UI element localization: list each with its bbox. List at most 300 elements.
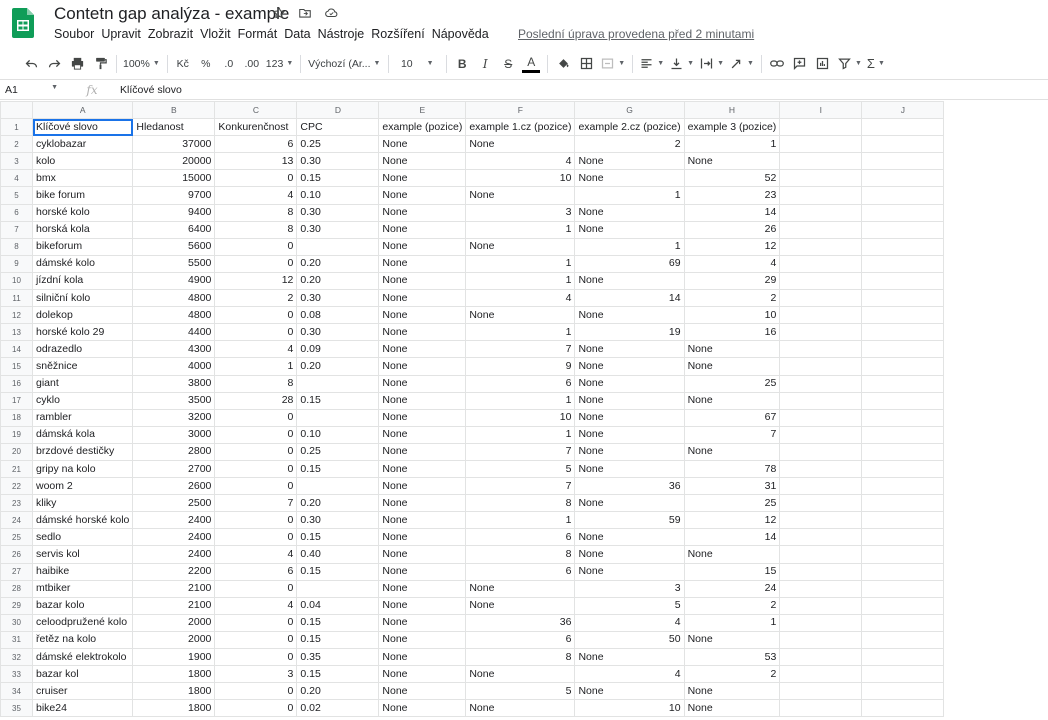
cell-f16[interactable]: 6	[466, 375, 575, 392]
cell-j22[interactable]	[862, 478, 944, 495]
cell-j9[interactable]	[862, 255, 944, 272]
cell-i22[interactable]	[780, 478, 862, 495]
cell-f8[interactable]: None	[466, 238, 575, 255]
cell-i1[interactable]	[780, 119, 862, 136]
cell-j6[interactable]	[862, 204, 944, 221]
cell-i13[interactable]	[780, 324, 862, 341]
strikethrough-button[interactable]: S	[504, 56, 513, 71]
cell-f7[interactable]: 1	[466, 221, 575, 238]
cell-b17[interactable]: 3500	[133, 392, 215, 409]
cell-f12[interactable]: None	[466, 307, 575, 324]
cell-e23[interactable]: None	[379, 495, 466, 512]
row-header[interactable]: 8	[1, 238, 33, 255]
cell-d18[interactable]	[297, 409, 379, 426]
cell-j19[interactable]	[862, 426, 944, 443]
cell-c19[interactable]: 0	[215, 426, 297, 443]
cell-i8[interactable]	[780, 238, 862, 255]
cell-h34[interactable]: None	[684, 683, 780, 700]
cell-d14[interactable]: 0.09	[297, 341, 379, 358]
cell-g7[interactable]: None	[575, 221, 684, 238]
cell-c33[interactable]: 3	[215, 666, 297, 683]
cell-j32[interactable]	[862, 649, 944, 666]
cell-d29[interactable]: 0.04	[297, 597, 379, 614]
cell-g9[interactable]: 69	[575, 255, 684, 272]
cell-j26[interactable]	[862, 546, 944, 563]
cell-d11[interactable]: 0.30	[297, 290, 379, 307]
cell-d16[interactable]	[297, 375, 379, 392]
cell-b35[interactable]: 1800	[133, 700, 215, 717]
row-header[interactable]: 28	[1, 580, 33, 597]
cell-h12[interactable]: 10	[684, 307, 780, 324]
cell-e16[interactable]: None	[379, 375, 466, 392]
cell-i9[interactable]	[780, 255, 862, 272]
cell-a25[interactable]: sedlo	[33, 529, 133, 546]
cell-j16[interactable]	[862, 375, 944, 392]
cell-b29[interactable]: 2100	[133, 597, 215, 614]
cell-g13[interactable]: 19	[575, 324, 684, 341]
cell-e21[interactable]: None	[379, 460, 466, 477]
cell-e34[interactable]: None	[379, 683, 466, 700]
cell-c21[interactable]: 0	[215, 460, 297, 477]
cell-g32[interactable]: None	[575, 649, 684, 666]
merge-cells-icon[interactable]	[600, 52, 625, 76]
cell-d31[interactable]: 0.15	[297, 631, 379, 648]
row-header[interactable]: 10	[1, 272, 33, 289]
cell-b22[interactable]: 2600	[133, 478, 215, 495]
cell-h6[interactable]: 14	[684, 204, 780, 221]
redo-icon[interactable]	[45, 52, 63, 76]
insert-chart-icon[interactable]	[814, 52, 832, 76]
cell-a6[interactable]: horské kolo	[33, 204, 133, 221]
cell-g21[interactable]: None	[575, 460, 684, 477]
cell-e20[interactable]: None	[379, 443, 466, 460]
cell-a16[interactable]: giant	[33, 375, 133, 392]
cell-d21[interactable]: 0.15	[297, 460, 379, 477]
cell-g30[interactable]: 4	[575, 614, 684, 631]
borders-icon[interactable]	[577, 52, 595, 76]
cell-i34[interactable]	[780, 683, 862, 700]
row-header[interactable]: 34	[1, 683, 33, 700]
cell-a32[interactable]: dámské elektrokolo	[33, 649, 133, 666]
cell-c34[interactable]: 0	[215, 683, 297, 700]
row-header[interactable]: 5	[1, 187, 33, 204]
cell-j18[interactable]	[862, 409, 944, 426]
cell-a26[interactable]: servis kol	[33, 546, 133, 563]
cell-b7[interactable]: 6400	[133, 221, 215, 238]
cell-c31[interactable]: 0	[215, 631, 297, 648]
menu-file[interactable]: Soubor	[54, 27, 95, 41]
cell-h17[interactable]: None	[684, 392, 780, 409]
cell-g18[interactable]: None	[575, 409, 684, 426]
cell-g22[interactable]: 36	[575, 478, 684, 495]
cell-h16[interactable]: 25	[684, 375, 780, 392]
currency-format-button[interactable]: Kč	[176, 57, 189, 70]
cell-g6[interactable]: None	[575, 204, 684, 221]
row-header[interactable]: 1	[1, 119, 33, 136]
cell-j12[interactable]	[862, 307, 944, 324]
row-header[interactable]: 30	[1, 614, 33, 631]
cell-j35[interactable]	[862, 700, 944, 717]
cell-g8[interactable]: 1	[575, 238, 684, 255]
row-header[interactable]: 25	[1, 529, 33, 546]
cell-i10[interactable]	[780, 272, 862, 289]
cell-a30[interactable]: celoodpružené kolo	[33, 614, 133, 631]
cell-d28[interactable]	[297, 580, 379, 597]
cell-e27[interactable]: None	[379, 563, 466, 580]
cell-g10[interactable]: None	[575, 272, 684, 289]
cell-g12[interactable]: None	[575, 307, 684, 324]
cell-b28[interactable]: 2100	[133, 580, 215, 597]
cell-b25[interactable]: 2400	[133, 529, 215, 546]
row-header[interactable]: 31	[1, 631, 33, 648]
cell-h9[interactable]: 4	[684, 255, 780, 272]
cell-f26[interactable]: 8	[466, 546, 575, 563]
cell-b20[interactable]: 2800	[133, 443, 215, 460]
cell-g14[interactable]: None	[575, 341, 684, 358]
cell-g5[interactable]: 1	[575, 187, 684, 204]
cell-d8[interactable]	[297, 238, 379, 255]
cell-b10[interactable]: 4900	[133, 272, 215, 289]
select-all-corner[interactable]	[1, 102, 33, 119]
row-header[interactable]: 15	[1, 358, 33, 375]
row-header[interactable]: 11	[1, 290, 33, 307]
cell-e28[interactable]: None	[379, 580, 466, 597]
cell-h3[interactable]: None	[684, 153, 780, 170]
cell-b15[interactable]: 4000	[133, 358, 215, 375]
cell-h15[interactable]: None	[684, 358, 780, 375]
fill-color-icon[interactable]	[554, 52, 572, 76]
cell-e14[interactable]: None	[379, 341, 466, 358]
row-header[interactable]: 18	[1, 409, 33, 426]
cell-h35[interactable]: None	[684, 700, 780, 717]
cell-f27[interactable]: 6	[466, 563, 575, 580]
cell-d35[interactable]: 0.02	[297, 700, 379, 717]
cell-f22[interactable]: 7	[466, 478, 575, 495]
cell-e32[interactable]: None	[379, 649, 466, 666]
cell-b30[interactable]: 2000	[133, 614, 215, 631]
star-icon[interactable]	[272, 6, 286, 25]
cell-j3[interactable]	[862, 153, 944, 170]
cell-i2[interactable]	[780, 136, 862, 153]
percent-format-button[interactable]: %	[201, 57, 211, 70]
cell-b34[interactable]: 1800	[133, 683, 215, 700]
insert-link-icon[interactable]	[768, 52, 786, 76]
cell-e2[interactable]: None	[379, 136, 466, 153]
cell-j4[interactable]	[862, 170, 944, 187]
cell-f25[interactable]: 6	[466, 529, 575, 546]
cell-d26[interactable]: 0.40	[297, 546, 379, 563]
cell-h2[interactable]: 1	[684, 136, 780, 153]
row-header[interactable]: 14	[1, 341, 33, 358]
cell-i15[interactable]	[780, 358, 862, 375]
cell-e29[interactable]: None	[379, 597, 466, 614]
cell-a23[interactable]: kliky	[33, 495, 133, 512]
cell-c14[interactable]: 4	[215, 341, 297, 358]
row-header[interactable]: 19	[1, 426, 33, 443]
cell-a27[interactable]: haibike	[33, 563, 133, 580]
cell-d22[interactable]	[297, 478, 379, 495]
vertical-align-icon[interactable]	[669, 52, 694, 76]
cell-f10[interactable]: 1	[466, 272, 575, 289]
cell-i25[interactable]	[780, 529, 862, 546]
cell-b4[interactable]: 15000	[133, 170, 215, 187]
cell-i6[interactable]	[780, 204, 862, 221]
cell-e8[interactable]: None	[379, 238, 466, 255]
cell-e15[interactable]: None	[379, 358, 466, 375]
row-header[interactable]: 33	[1, 666, 33, 683]
cell-a9[interactable]: dámské kolo	[33, 255, 133, 272]
cell-f9[interactable]: 1	[466, 255, 575, 272]
cell-g17[interactable]: None	[575, 392, 684, 409]
cell-g23[interactable]: None	[575, 495, 684, 512]
cell-g26[interactable]: None	[575, 546, 684, 563]
cell-j8[interactable]	[862, 238, 944, 255]
cell-f5[interactable]: None	[466, 187, 575, 204]
menu-extensions[interactable]: Rozšíření	[371, 27, 425, 41]
cell-f1[interactable]: example 1.cz (pozice)	[466, 119, 575, 136]
menu-help[interactable]: Nápověda	[431, 27, 489, 41]
cell-h31[interactable]: None	[684, 631, 780, 648]
cell-a2[interactable]: cyklobazar	[33, 136, 133, 153]
cell-h33[interactable]: 2	[684, 666, 780, 683]
cell-c25[interactable]: 0	[215, 529, 297, 546]
cell-h14[interactable]: None	[684, 341, 780, 358]
cell-i19[interactable]	[780, 426, 862, 443]
row-header[interactable]: 9	[1, 255, 33, 272]
menu-format[interactable]: Formát	[237, 27, 278, 41]
cell-a11[interactable]: silniční kolo	[33, 290, 133, 307]
cell-i26[interactable]	[780, 546, 862, 563]
cell-c6[interactable]: 8	[215, 204, 297, 221]
cell-f32[interactable]: 8	[466, 649, 575, 666]
cell-e4[interactable]: None	[379, 170, 466, 187]
cell-g31[interactable]: 50	[575, 631, 684, 648]
cell-e12[interactable]: None	[379, 307, 466, 324]
row-header[interactable]: 23	[1, 495, 33, 512]
formula-input[interactable]: Klíčové slovo	[120, 84, 182, 96]
cell-c12[interactable]: 0	[215, 307, 297, 324]
cell-h22[interactable]: 31	[684, 478, 780, 495]
column-header-a[interactable]: A	[33, 102, 133, 119]
cell-i14[interactable]	[780, 341, 862, 358]
cell-f4[interactable]: 10	[466, 170, 575, 187]
cell-a29[interactable]: bazar kolo	[33, 597, 133, 614]
cell-i27[interactable]	[780, 563, 862, 580]
cell-b6[interactable]: 9400	[133, 204, 215, 221]
row-header[interactable]: 32	[1, 649, 33, 666]
cell-j29[interactable]	[862, 597, 944, 614]
align-left-icon[interactable]	[639, 52, 664, 76]
cell-f31[interactable]: 6	[466, 631, 575, 648]
cell-i28[interactable]	[780, 580, 862, 597]
cell-i11[interactable]	[780, 290, 862, 307]
cell-d4[interactable]: 0.15	[297, 170, 379, 187]
cell-j10[interactable]	[862, 272, 944, 289]
cell-g1[interactable]: example 2.cz (pozice)	[575, 119, 684, 136]
cell-j15[interactable]	[862, 358, 944, 375]
cell-f24[interactable]: 1	[466, 512, 575, 529]
cell-h25[interactable]: 14	[684, 529, 780, 546]
cell-d25[interactable]: 0.15	[297, 529, 379, 546]
cell-j28[interactable]	[862, 580, 944, 597]
cell-j25[interactable]	[862, 529, 944, 546]
cell-h32[interactable]: 53	[684, 649, 780, 666]
cell-h29[interactable]: 2	[684, 597, 780, 614]
row-header[interactable]: 2	[1, 136, 33, 153]
cell-g11[interactable]: 14	[575, 290, 684, 307]
cell-d27[interactable]: 0.15	[297, 563, 379, 580]
cell-c1[interactable]: Konkurenčnost	[215, 119, 297, 136]
cell-f21[interactable]: 5	[466, 460, 575, 477]
cell-j7[interactable]	[862, 221, 944, 238]
cell-c5[interactable]: 4	[215, 187, 297, 204]
move-folder-icon[interactable]	[298, 6, 312, 25]
cell-c29[interactable]: 4	[215, 597, 297, 614]
cell-i32[interactable]	[780, 649, 862, 666]
cell-e35[interactable]: None	[379, 700, 466, 717]
cell-h18[interactable]: 67	[684, 409, 780, 426]
cell-b32[interactable]: 1900	[133, 649, 215, 666]
cell-e1[interactable]: example (pozice)	[379, 119, 466, 136]
cell-c20[interactable]: 0	[215, 443, 297, 460]
cell-h23[interactable]: 25	[684, 495, 780, 512]
cell-i17[interactable]	[780, 392, 862, 409]
cell-h5[interactable]: 23	[684, 187, 780, 204]
row-header[interactable]: 16	[1, 375, 33, 392]
bold-button[interactable]: B	[457, 56, 467, 71]
cell-a33[interactable]: bazar kol	[33, 666, 133, 683]
cell-h13[interactable]: 16	[684, 324, 780, 341]
cell-c10[interactable]: 12	[215, 272, 297, 289]
last-edit-link[interactable]: Poslední úprava provedena před 2 minutami	[518, 27, 755, 41]
cell-f18[interactable]: 10	[466, 409, 575, 426]
cell-c32[interactable]: 0	[215, 649, 297, 666]
cell-g19[interactable]: None	[575, 426, 684, 443]
cell-a7[interactable]: horská kola	[33, 221, 133, 238]
cell-i31[interactable]	[780, 631, 862, 648]
cell-j30[interactable]	[862, 614, 944, 631]
cell-b26[interactable]: 2400	[133, 546, 215, 563]
cell-b18[interactable]: 3200	[133, 409, 215, 426]
cell-h20[interactable]: None	[684, 443, 780, 460]
cell-a18[interactable]: rambler	[33, 409, 133, 426]
cell-a28[interactable]: mtbiker	[33, 580, 133, 597]
cell-b1[interactable]: Hledanost	[133, 119, 215, 136]
cell-j23[interactable]	[862, 495, 944, 512]
cell-e7[interactable]: None	[379, 221, 466, 238]
cell-c2[interactable]: 6	[215, 136, 297, 153]
cell-e13[interactable]: None	[379, 324, 466, 341]
cell-i24[interactable]	[780, 512, 862, 529]
cell-d15[interactable]: 0.20	[297, 358, 379, 375]
cell-c9[interactable]: 0	[215, 255, 297, 272]
column-header-c[interactable]: C	[215, 102, 297, 119]
name-box[interactable]	[0, 84, 64, 96]
cell-g24[interactable]: 59	[575, 512, 684, 529]
cell-e31[interactable]: None	[379, 631, 466, 648]
print-icon[interactable]	[68, 52, 86, 76]
cell-e30[interactable]: None	[379, 614, 466, 631]
row-header[interactable]: 26	[1, 546, 33, 563]
cell-b5[interactable]: 9700	[133, 187, 215, 204]
cell-h28[interactable]: 24	[684, 580, 780, 597]
cell-d7[interactable]: 0.30	[297, 221, 379, 238]
cell-c3[interactable]: 13	[215, 153, 297, 170]
more-formats-select[interactable]	[266, 52, 293, 76]
cell-d5[interactable]: 0.10	[297, 187, 379, 204]
cell-g27[interactable]: None	[575, 563, 684, 580]
cell-b12[interactable]: 4800	[133, 307, 215, 324]
cell-j34[interactable]	[862, 683, 944, 700]
text-color-button[interactable]: A	[522, 55, 540, 73]
cell-c8[interactable]: 0	[215, 238, 297, 255]
cell-j13[interactable]	[862, 324, 944, 341]
cell-j24[interactable]	[862, 512, 944, 529]
column-header-j[interactable]: J	[862, 102, 944, 119]
cell-i12[interactable]	[780, 307, 862, 324]
cell-e5[interactable]: None	[379, 187, 466, 204]
column-header-g[interactable]: G	[575, 102, 684, 119]
sheets-logo-icon[interactable]	[12, 8, 34, 38]
menu-insert[interactable]: Vložit	[200, 27, 231, 41]
cell-a15[interactable]: sněžnice	[33, 358, 133, 375]
cell-e17[interactable]: None	[379, 392, 466, 409]
cell-d17[interactable]: 0.15	[297, 392, 379, 409]
cell-d12[interactable]: 0.08	[297, 307, 379, 324]
cell-g29[interactable]: 5	[575, 597, 684, 614]
cell-d34[interactable]: 0.20	[297, 683, 379, 700]
row-header[interactable]: 13	[1, 324, 33, 341]
cell-j33[interactable]	[862, 666, 944, 683]
cell-f14[interactable]: 7	[466, 341, 575, 358]
cell-c30[interactable]: 0	[215, 614, 297, 631]
cell-g28[interactable]: 3	[575, 580, 684, 597]
cell-d6[interactable]: 0.30	[297, 204, 379, 221]
cell-c28[interactable]: 0	[215, 580, 297, 597]
zoom-select[interactable]	[123, 52, 160, 76]
italic-button[interactable]: I	[482, 56, 488, 71]
cell-i30[interactable]	[780, 614, 862, 631]
cell-j20[interactable]	[862, 443, 944, 460]
cell-h21[interactable]: 78	[684, 460, 780, 477]
cell-b27[interactable]: 2200	[133, 563, 215, 580]
cell-h4[interactable]: 52	[684, 170, 780, 187]
cell-f19[interactable]: 1	[466, 426, 575, 443]
cell-h24[interactable]: 12	[684, 512, 780, 529]
cell-c17[interactable]: 28	[215, 392, 297, 409]
cell-i21[interactable]	[780, 460, 862, 477]
cell-i29[interactable]	[780, 597, 862, 614]
cell-c11[interactable]: 2	[215, 290, 297, 307]
column-header-f[interactable]: F	[466, 102, 575, 119]
row-header[interactable]: 12	[1, 307, 33, 324]
cell-b31[interactable]: 2000	[133, 631, 215, 648]
cell-b23[interactable]: 2500	[133, 495, 215, 512]
cell-a17[interactable]: cyklo	[33, 392, 133, 409]
row-header[interactable]: 3	[1, 153, 33, 170]
filter-icon[interactable]	[837, 52, 862, 76]
cell-j2[interactable]	[862, 136, 944, 153]
functions-button[interactable]	[867, 52, 885, 76]
cell-g3[interactable]: None	[575, 153, 684, 170]
cell-b33[interactable]: 1800	[133, 666, 215, 683]
cell-g20[interactable]: None	[575, 443, 684, 460]
cell-a5[interactable]: bike forum	[33, 187, 133, 204]
cell-b9[interactable]: 5500	[133, 255, 215, 272]
cell-c15[interactable]: 1	[215, 358, 297, 375]
column-header-d[interactable]: D	[297, 102, 379, 119]
cell-f35[interactable]: None	[466, 700, 575, 717]
